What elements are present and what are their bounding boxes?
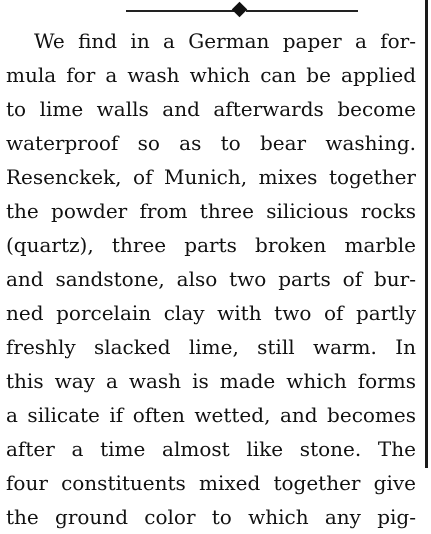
article-line: and sandstone, also two parts of bur- (6, 267, 416, 291)
article-line: to lime walls and afterwards become (6, 97, 416, 121)
article-line: after a time almost like stone. The (6, 437, 416, 461)
article-line: Resenckek, of Munich, mixes together (6, 165, 416, 189)
article-line: four constituents mixed together give (6, 471, 416, 495)
article-line: waterproof so as to bear washing. (6, 131, 416, 155)
article-line: ned porcelain clay with two of partly (6, 301, 416, 325)
article-text (6, 24, 416, 534)
diamond-ornament-icon (232, 2, 248, 18)
article-line: mula for a wash which can be applied (6, 63, 416, 87)
column-divider (425, 0, 428, 468)
article-line: freshly slacked lime, still warm. In (6, 335, 416, 359)
article-line: the ground color to which any pig- (6, 505, 416, 529)
article-line: (quartz), three parts broken marble (6, 233, 416, 257)
article-line: a silicate if often wetted, and becomes (6, 403, 416, 427)
article-line: this way a wash is made which forms (6, 369, 416, 393)
header-rule-right (246, 10, 358, 12)
article-line: the powder from three silicious rocks (6, 199, 416, 223)
header-rule-left (126, 10, 236, 12)
article-line: We find in a German paper a for- (34, 29, 416, 53)
